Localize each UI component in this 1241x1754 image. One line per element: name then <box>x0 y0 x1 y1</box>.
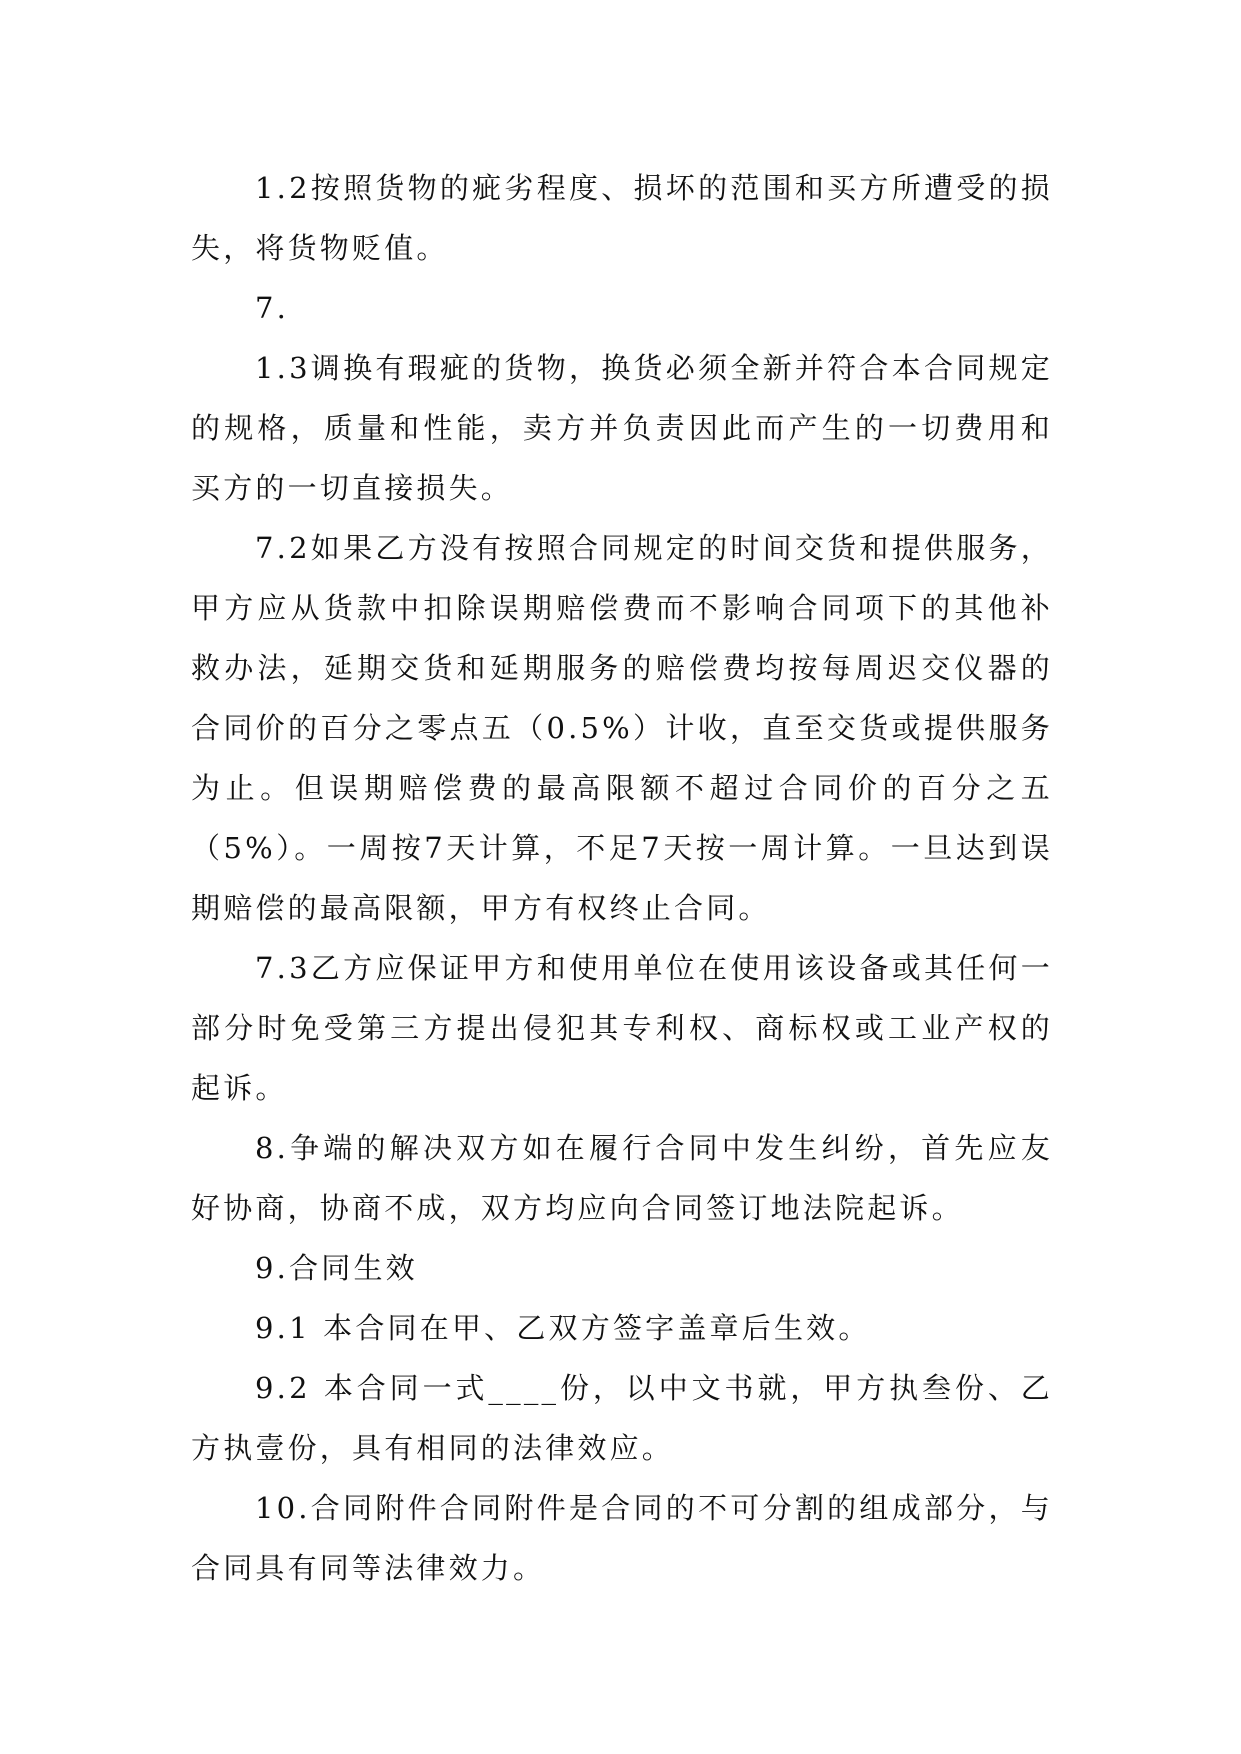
paragraph-10: 10.合同附件合同附件是合同的不可分割的组成部分，与合同具有同等法律效力。 <box>191 1491 1053 1585</box>
paragraph-7-2: 7.2如果乙方没有按照合同规定的时间交货和提供服务，甲方应从货款中扣除误期赔偿费而不影响合同项下的其他补救办法，延期交货和延期服务的赔偿费均按每周迟交仪器的合同价的百分之零点五（0.5%）计收，直至交货或提供服务为止。但误期赔偿费的最高限额不超过合同价的百分之五（5%）。一周按7天计算，不足7天按一周计算。一旦达到误期赔偿的最高限额，甲方有权终止合同。 <box>191 531 1053 925</box>
paragraph-9-2: 9.2 本合同一式____份，以中文书就，甲方执叁份、乙方执壹份，具有相同的法律效应。 <box>191 1371 1053 1465</box>
paragraph-7-3: 7.3乙方应保证甲方和使用单位在使用该设备或其任何一部分时免受第三方提出侵犯其专利权、商标权或工业产权的起诉。 <box>191 951 1053 1105</box>
paragraph-9-1: 9.1 本合同在甲、乙双方签字盖章后生效。 <box>255 1311 871 1345</box>
document-body <box>191 158 1053 1598</box>
paragraph-1-2: 1.2按照货物的疵劣程度、损坏的范围和买方所遭受的损失，将货物贬值。 <box>191 171 1053 265</box>
paragraph-9: 9.合同生效 <box>255 1251 418 1285</box>
paragraph-8: 8.争端的解决双方如在履行合同中发生纠纷，首先应友好协商，协商不成，双方均应向合同签订地法院起诉。 <box>191 1131 1053 1225</box>
paragraph-1-3: 1.3调换有瑕疵的货物，换货必须全新并符合本合同规定的规格，质量和性能，卖方并负责因此而产生的一切费用和买方的一切直接损失。 <box>191 351 1053 505</box>
paragraph-7: 7. <box>255 291 290 325</box>
